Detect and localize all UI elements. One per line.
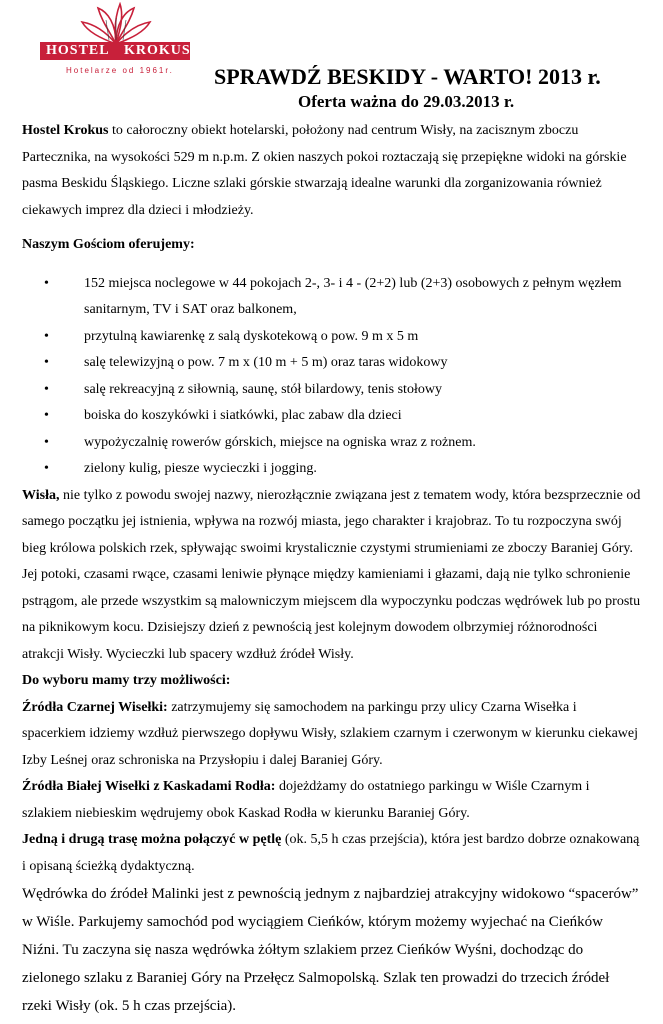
amenity-item: • salę telewizyjną o pow. 7 m x (10 m + 5 m) oraz taras widokowy [22,350,642,377]
options-heading: Do wyboru mamy trzy możliwości: [22,673,231,688]
option-czarna-wiselka: Źródła Czarnej Wisełki: zatrzymujemy się samochodem na parkingu przy ulicy Czarna Wisełka i spacerkiem idziemy wzdłuż pierwszego dopływu Wisły, szlakiem czarnym i czerwonym w kierunku ciekawej Izby Leśnej oraz schroniska na Przysłopiu i dalej Baraniej Góry. [22,699,639,768]
malinka-paragraph: Wędrówka do źródeł Malinki jest z pewnością jednym z najbardziej atrakcyjny widokowo “spacerów” w Wiśle. Parkujemy samochód pod wyciągiem Cieńków, którym możemy wyjechać na Cieńków Niźni. Tu zaczyna się nasza wędrówka żółtym szlakiem przez Cieńków Wyśni, dochodząc do zielonego szlaku z Baraniej Góry na Przełęcz Salmopolską. Szlak ten prowadzi do trzecich źródeł rzeki Wisły (ok. 5 h czas przejścia). [22,886,639,1014]
intro-text: to całoroczny obiekt hotelarski, położony nad centrum Wisły, na zacisznym zboczu Partecznika, na wysokości 529 m n.p.m. Z okien naszych pokoi roztaczają się przepiękne widoki na górskie pasma Beskidu Śląskiego. Liczne szlaki górskie stwarzają idealne warunki dla zorganizowania również ciekawych imprez dla dzieci i młodzieży. [22,123,627,218]
page-title: SPRAWDŹ BESKIDY - WARTO! 2013 r. [214,64,601,89]
logo-banner [40,42,190,60]
option-biala-wiselka: Źródła Białej Wisełki z Kaskadami Rodła: dojeżdżamy do ostatniego parkingu w Wiśle Czarnym i szlakiem niebieskim wędrujemy obok Kaskad Rodła w kierunku Baraniej Góry. [22,779,590,821]
logo-tagline: Hotelarze od 1961r. [66,66,174,75]
amenity-item: • 152 miejsca noclegowe w 44 pokojach 2-, 3- i 4 - (2+2) lub (2+3) osobowych z pełnym węzłem sanitarnym, TV i SAT oraz balkonem, [22,271,642,324]
logo-brand-left: HOSTEL [46,43,110,58]
bullet-icon: • [44,408,49,423]
amenities-list [22,271,642,483]
hostel-name: Hostel Krokus [22,123,109,138]
bullet-icon: • [44,381,49,397]
amenity-item: • boiska do koszykówki i siatkówki, plac zabaw dla dzieci [22,403,642,430]
hostel-krokus-logo [30,2,202,82]
document-body [22,118,642,1020]
wisla-name: Wisła, [22,487,60,503]
wisla-text: nie tylko z powodu swojej nazwy, nierozłącznie związana jest z tematem wody, która bezsprzecznie od samego początku jej istnienia, wpływa na rozwój miasta, jego charakter i krajobraz. To tu rozpoczyna swój bieg królowa polskich rzek, spływając swoimi krystalicznie czystymi strumieniami ze zboczy Baraniej Góry. Jej potoki, czasami rwące, czasami leniwie płynące między kamieniami i głazami, dają nie tylko schronienie pstrągom, ale przede wszystkim są malowniczym miejscem dla wypoczynku podczas wędrówek lub po prostu na piknikowym kocu. Dzisiejszy dzień z pewnością jest kolejnym dowodem olbrzymiej różnorodności atrakcji Wisły. Wycieczki lub spacery wzdłuż źródeł Wisły. [22,487,641,662]
bullet-icon: • [44,355,49,370]
bullet-icon: • [44,434,49,450]
amenity-item: • salę rekreacyjną z siłownią, saunę, stół bilardowy, tenis stołowy [22,377,642,404]
bullet-icon: • [44,461,49,476]
crocus-flower-icon [30,2,202,46]
amenity-item: • zielony kulig, piesze wycieczki i jogging. [22,456,642,483]
offer-heading: Naszym Gościom oferujemy: [22,237,195,252]
amenity-item: • wypożyczalnię rowerów górskich, miejsce na ogniska wraz z rożnem. [22,430,642,457]
offer-validity: Oferta ważna do 29.03.2013 r. [298,92,515,111]
logo-brand-right: KROKUS [124,43,191,58]
intro-paragraph [22,118,642,224]
wisla-paragraph [22,483,642,669]
amenity-item: • przytulną kawiarenkę z salą dyskotekową o pow. 9 m x 5 m [22,324,642,351]
bullet-icon: • [44,328,49,344]
bullet-icon: • [44,275,49,291]
option-loop: Jedną i drugą trasę można połączyć w pętlę (ok. 5,5 h czas przejścia), która jest bardzo dobrze oznakowaną i opisaną ścieżką dydaktyczną. [22,832,640,874]
